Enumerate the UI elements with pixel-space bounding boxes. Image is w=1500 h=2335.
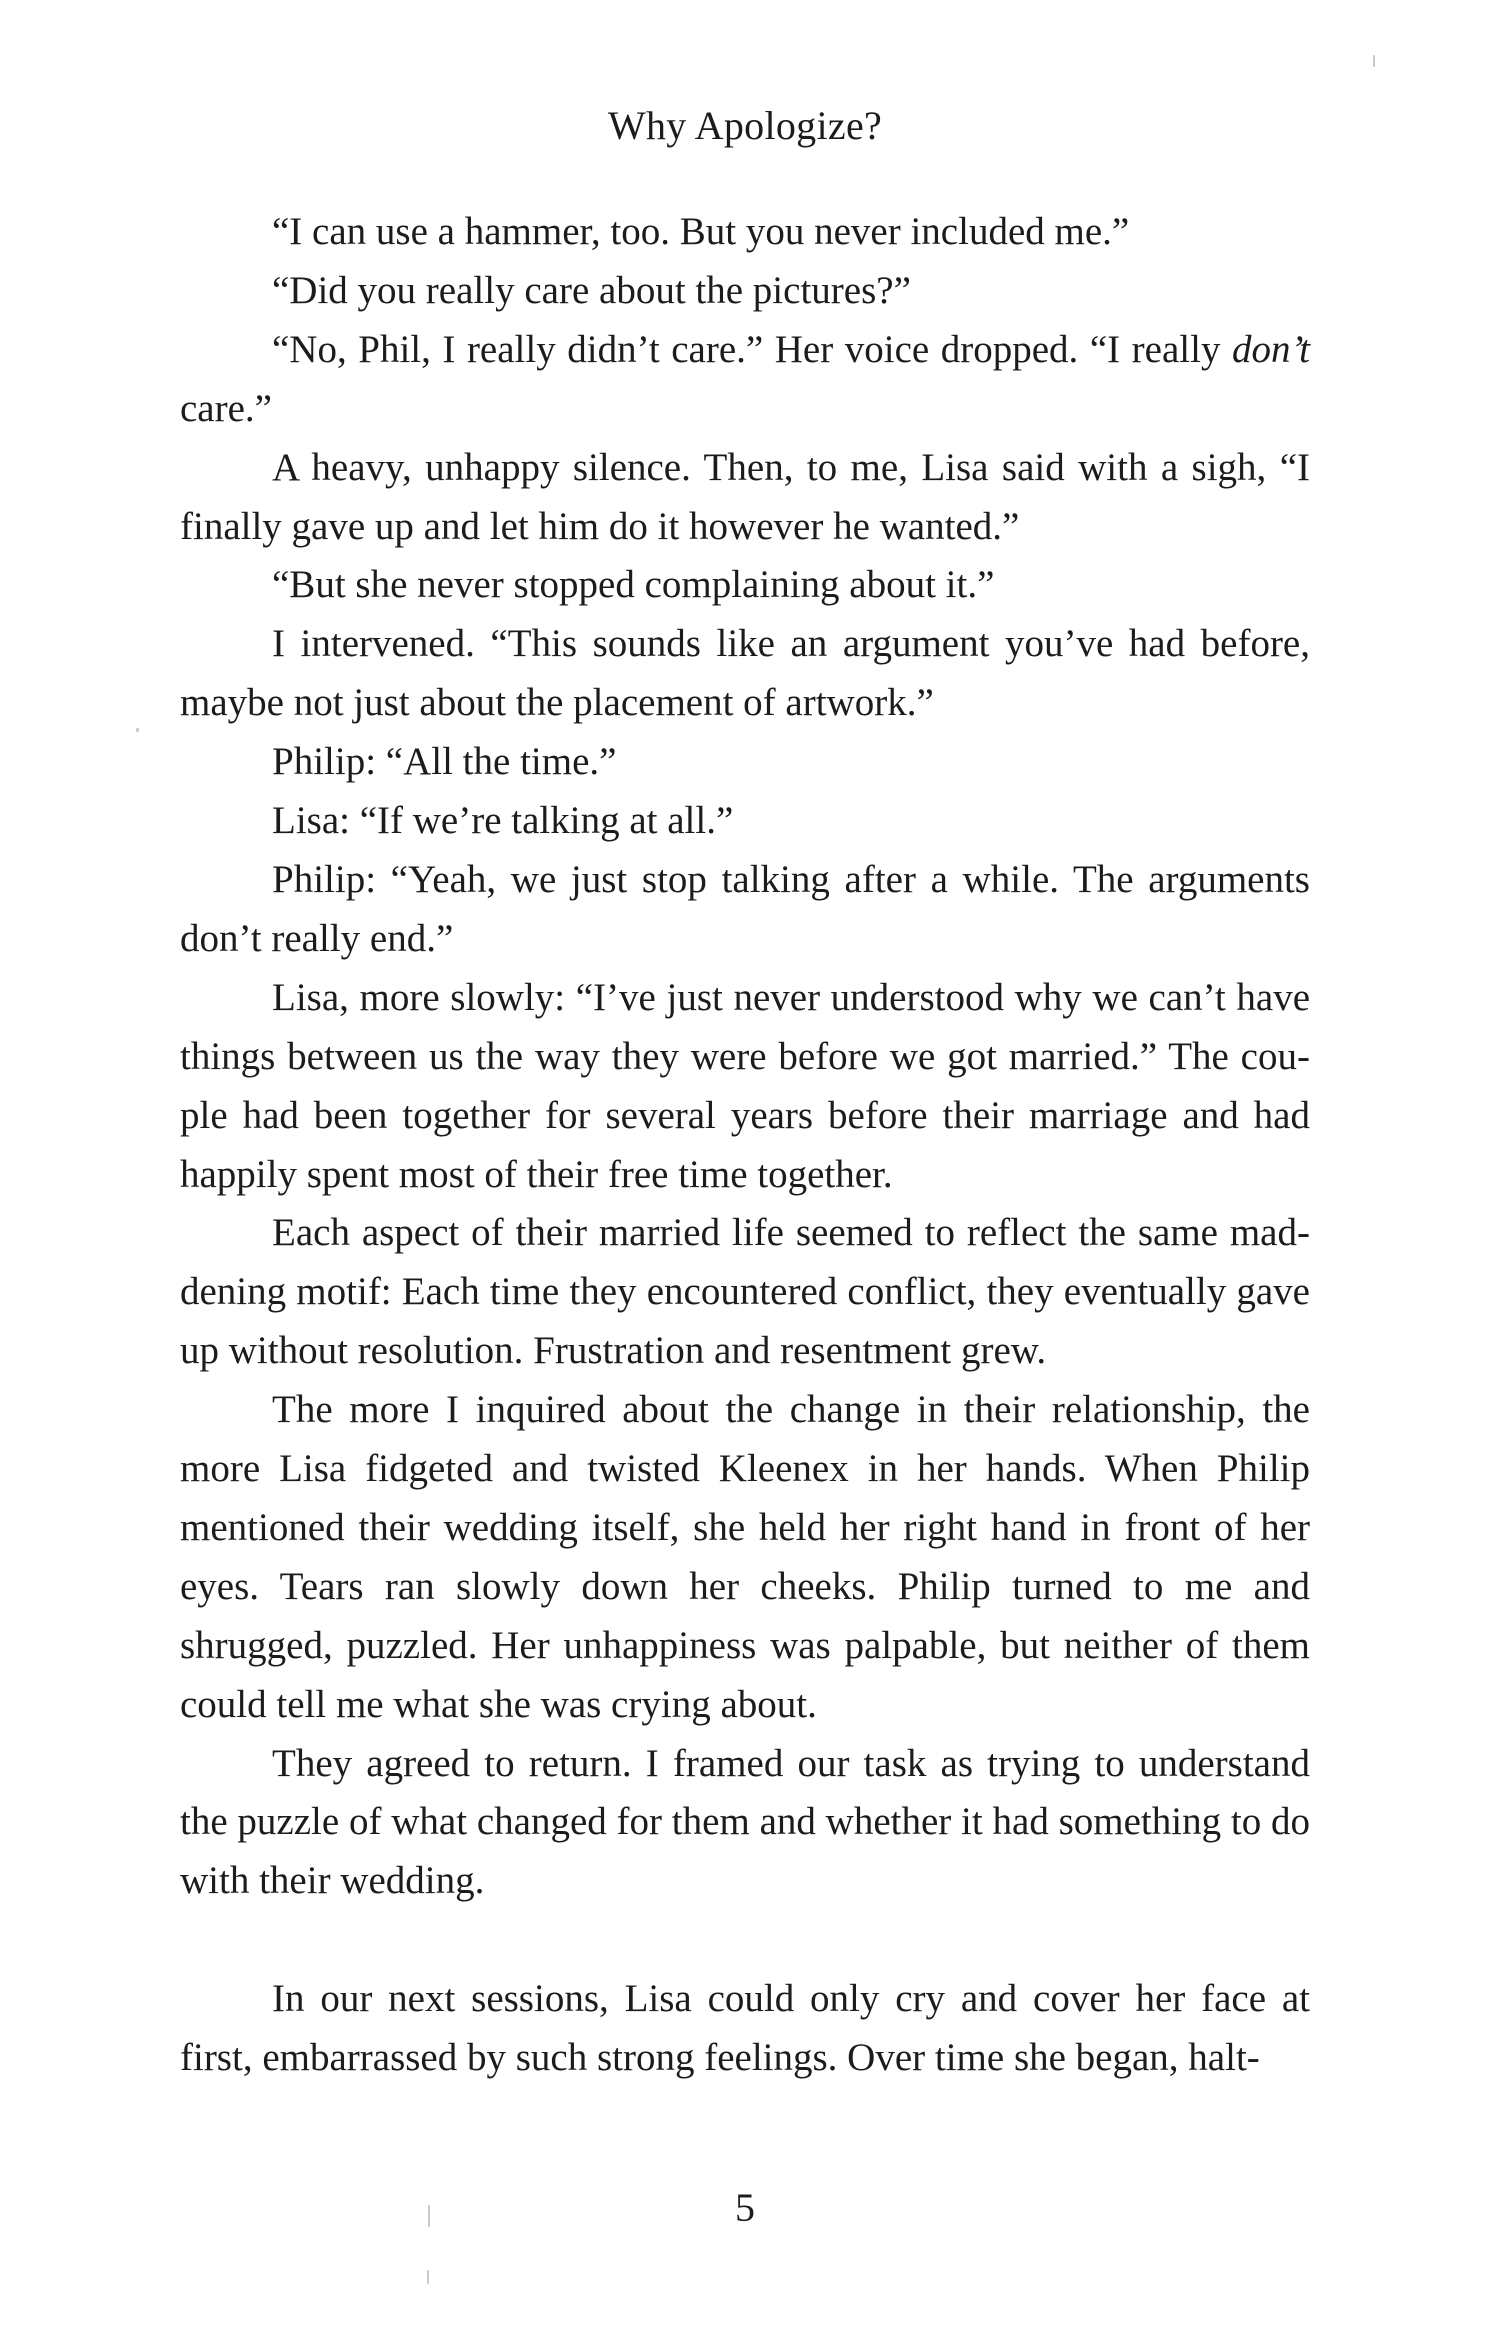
paragraph-12: The more I inquired about the change in their relationship, the more Lisa fidgeted and twisted Kleenex in her hands. When Philip mentioned their wedding itself, she held her right hand in front of her eyes. Tears ran slowly down her cheeks. Philip turned to me and shrugged, puzzled. Her unhappiness was palpable, but neither of them could tell me what she was crying about. — [180, 1388, 1310, 1726]
paragraph-6: I intervened. “This sounds like an argument you’ve had before, maybe not just about the placement of artwork.” — [180, 622, 1310, 725]
paragraph-13: They agreed to return. I framed our task as trying to understand the puzzle of what changed for them and whether it had something to do with their wedding. — [180, 1741, 1310, 1903]
paragraph-14: In our next sessions, Lisa could only cry and cover her face at first, embarrassed by such strong feelings. Over time she began, halt- — [180, 1977, 1310, 2080]
paragraph-11: Each aspect of their married life seemed to reflect the same maddening motif: Each time they encountered conflict, they eventually gave up without resolution. Frustration and resentment grew. — [180, 1211, 1310, 1373]
paragraph-9: Philip: “Yeah, we just stop talking after a while. The arguments don’t really end.” — [180, 857, 1310, 960]
scan-speck — [136, 728, 139, 732]
paragraph-3-tail: care.” — [180, 386, 272, 430]
scan-speck — [427, 2270, 429, 2284]
paragraph-2: “Did you really care about the pictures?” — [272, 268, 911, 312]
scan-speck — [428, 2205, 430, 2227]
scan-speck — [1373, 55, 1375, 67]
body-text — [180, 203, 1310, 2088]
emphasis-dont: don’t — [1232, 327, 1310, 371]
paragraph-7: Philip: “All the time.” — [272, 740, 617, 784]
paragraph-8: Lisa: “If we’re talking at all.” — [272, 799, 734, 843]
paragraph-10: Lisa, more slowly: “I’ve just never understood why we can’t have things between us the way they were before we got married.” The couple had been together for several years before their marriage and had happily spent most of their free time together. — [180, 975, 1310, 1196]
paragraph-4: A heavy, unhappy silence. Then, to me, Lisa said with a sigh, “I finally gave up and let him do it however he wanted.” — [180, 445, 1310, 548]
paragraph-3 — [180, 321, 1310, 439]
paragraph-1: “I can use a hammer, too. But you never included me.” — [272, 210, 1130, 253]
paragraph-3-lead: “No, Phil, I really didn’t care.” Her voice dropped. “I really — [272, 327, 1232, 371]
running-head: Why Apologize? — [607, 103, 883, 148]
page-number: 5 — [735, 2185, 755, 2230]
paragraph-5: “But she never stopped complaining about it.” — [272, 563, 995, 607]
